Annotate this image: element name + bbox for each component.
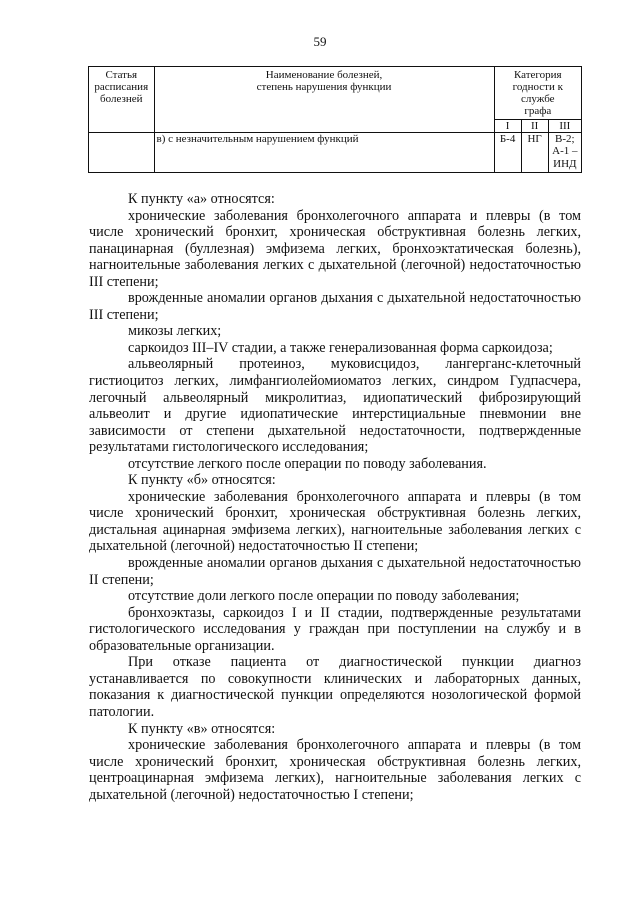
paragraph: микозы легких; — [128, 323, 222, 340]
paragraph: хронические заболевания бронхолегочного аппарата и плевры (в том числе хронический бронхит, хроническая обструктивная болезнь легких, дистальная ацинарная эмфизема легких), нагноительные заболевания легких с дыхательной (легочной) недостаточностью II степени; — [89, 488, 581, 555]
header-name-line: степень нарушения функции — [256, 81, 392, 93]
paragraph: саркоидоз III–IV стадии, а также генерализованная форма саркоидоза; — [128, 339, 553, 356]
paragraph: врожденные аномалии органов дыхания с дыхательной недостаточностью II степени; — [89, 555, 581, 588]
row-article-cell — [89, 132, 155, 172]
row-name-cell: в) с незначительным нарушением функций — [154, 132, 494, 172]
header-article-line: болезней — [100, 93, 143, 105]
header-category-line: Категория — [513, 69, 562, 81]
row-col-3-line: ИНД — [553, 157, 577, 170]
header-name-tail — [154, 119, 494, 132]
header-grafa-cell — [494, 105, 581, 119]
classification-table — [88, 66, 582, 173]
paragraph: хронические заболевания бронхолегочного аппарата и плевры (в том числе хронический бронхит, хроническая обструктивная болезнь легких, центроацинарная эмфизема легких), нагноительные заболевания легких с дыхательной (легочной) недостаточностью I степени; — [89, 737, 581, 803]
header-category-cell — [494, 67, 581, 106]
paragraph: К пункту «б» относятся: — [128, 472, 276, 489]
paragraph: К пункту «а» относятся: — [128, 191, 275, 207]
paragraph: отсутствие доли легкого после операции по поводу заболевания; — [128, 588, 520, 605]
paragraph: бронхоэктазы, саркоидоз I и II стадии, подтвержденные результатами гистологического исследования у граждан при поступлении на службу и в образовательные организации. — [89, 604, 581, 654]
header-article-line: Статья — [105, 69, 138, 81]
header-col-1: I — [494, 119, 521, 132]
header-article-cell — [89, 67, 155, 120]
row-col-3-line: В-2; — [555, 132, 575, 145]
header-col-3: III — [548, 119, 581, 132]
paragraph: отсутствие легкого после операции по поводу заболевания. — [128, 455, 487, 472]
page-number: 59 — [313, 34, 327, 49]
header-name-cell — [154, 67, 494, 120]
row-col-2: НГ — [521, 132, 548, 172]
paragraph: врожденные аномалии органов дыхания с дыхательной недостаточностью III степени; — [89, 290, 581, 323]
paragraph: хронические заболевания бронхолегочного аппарата и плевры (в том числе хронический бронхит, хроническая обструктивная болезнь легких, панацинарная (буллезная) эмфизема легких, бронхоэктатическая болезнь), нагноительные заболевания легких с дыхательной (легочной) недостаточностью III степени; — [89, 207, 581, 290]
header-article-line: расписания — [94, 81, 149, 93]
header-col-2: II — [521, 119, 548, 132]
paragraph: К пункту «в» относятся: — [128, 720, 276, 737]
header-article-tail — [89, 119, 155, 132]
header-grafa-label: графа — [524, 105, 552, 117]
header-category-line: годности к службе — [512, 81, 563, 105]
row-col-3 — [548, 132, 581, 172]
row-col-3-line: А-1 – — [552, 145, 578, 157]
row-col-1: Б-4 — [494, 132, 521, 172]
header-name-line: Наименование болезней, — [265, 69, 383, 81]
body-text — [89, 191, 581, 803]
paragraph: При отказе пациента от диагностической пункции диагноз устанавливается по совокупности клинических и лабораторных данных, показания к диагностической пункции определяются нозологической формой патологии. — [89, 654, 581, 720]
paragraph: альвеолярный протеиноз, муковисцидоз, лангерганс-клеточный гистиоцитоз легких, лимфангиолейомиоматоз легких, синдром Гудпасчера, легочный альвеолярный микролитиаз, идиопатический фиброзирующий альвеолит и другие идиопатические интерстициальные пневмонии вне зависимости от степени дыхательной недостаточности, подтвержденные результатами гистологического исследования; — [89, 356, 581, 456]
